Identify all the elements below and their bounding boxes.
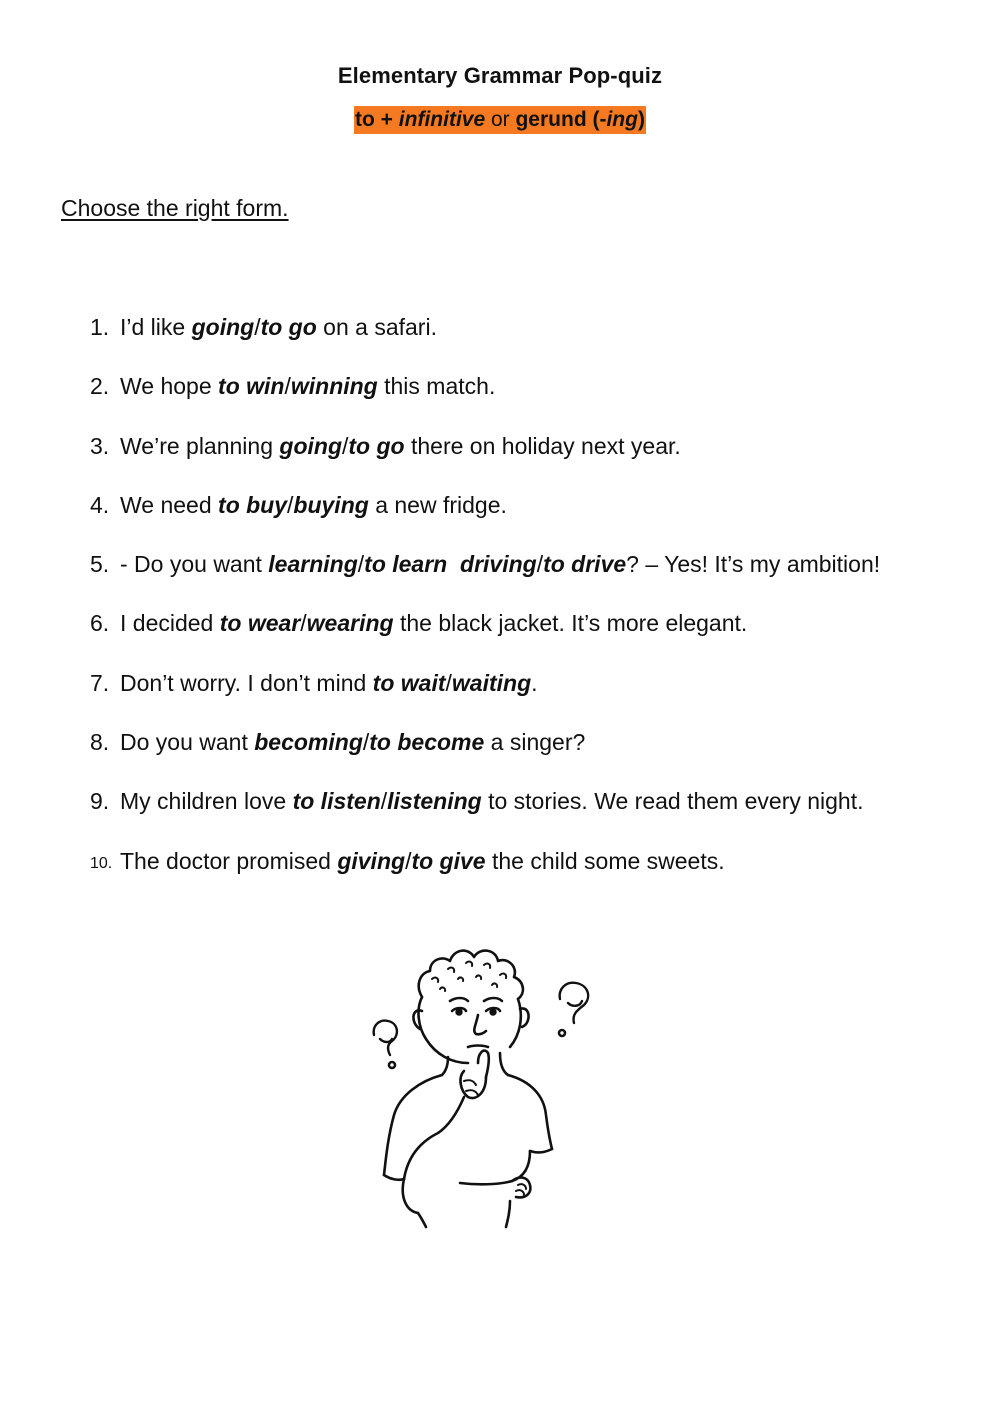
question-text [120, 432, 681, 460]
option-c[interactable]: driving [460, 551, 537, 578]
question-pre: We’re planning [120, 432, 280, 459]
question-text [120, 609, 747, 637]
question-pre: I’d like [120, 314, 192, 340]
sleeve-right [530, 1149, 552, 1152]
question-post: this match. [377, 373, 496, 400]
option-separator: / [445, 669, 452, 696]
question-mark-left [374, 1021, 397, 1055]
question-item-2 [0, 372, 1000, 431]
subtitle-close-paren: ) [637, 108, 645, 131]
option-separator: / [254, 314, 261, 340]
subtitle-gerund: gerund (- [515, 108, 607, 131]
option-d[interactable]: to drive [543, 551, 627, 578]
question-pre: I decided [120, 610, 220, 637]
question-text [120, 728, 585, 756]
question-item-7 [0, 669, 1000, 728]
mouth [468, 1046, 488, 1048]
question-post: the child some sweets. [485, 847, 725, 874]
instruction-text: Choose the right form. [61, 195, 289, 221]
option-a[interactable]: to win [218, 373, 285, 400]
question-item-6 [0, 609, 1000, 668]
option-separator: / [380, 788, 388, 815]
pupil-left [457, 1010, 462, 1015]
question-text [120, 550, 880, 578]
option-separator: / [284, 373, 291, 400]
question-pre: Do you want [120, 729, 255, 756]
option-a[interactable]: learning [268, 551, 358, 578]
question-text [120, 787, 864, 815]
option-a[interactable]: to listen [292, 788, 381, 815]
option-b[interactable]: waiting [451, 669, 532, 696]
neck-left [442, 1057, 448, 1075]
question-pre: Don’t worry. I don’t mind [120, 669, 373, 696]
question-number: 10. [90, 854, 113, 872]
hand-right-fingers [516, 1184, 526, 1195]
question-post: there on holiday next year. [404, 432, 681, 459]
question-post: a new fridge. [368, 491, 507, 518]
option-separator: / [357, 551, 365, 578]
option-b[interactable]: to become [369, 729, 485, 756]
option-a[interactable]: going [279, 432, 342, 459]
option-separator: / [342, 432, 349, 459]
hair-curls [432, 962, 506, 991]
question-pre: The doctor promised [120, 847, 338, 874]
question-item-1 [0, 313, 1000, 372]
question-post: to stories. We read them every night. [481, 788, 864, 815]
thinking-boy-illustration [360, 935, 610, 1230]
question-number: 1. [90, 314, 110, 340]
option-separator: / [300, 610, 307, 637]
option-separator: / [536, 551, 544, 578]
question-dot-left [389, 1062, 395, 1068]
option-b[interactable]: wearing [306, 610, 394, 637]
page-title: Elementary Grammar Pop-quiz [337, 63, 663, 88]
question-pre: - Do you want [120, 551, 269, 578]
question-pre: We hope [120, 373, 219, 400]
question-number: 2. [90, 373, 110, 400]
hair [419, 951, 523, 999]
option-a[interactable]: giving [337, 847, 406, 874]
question-item-9 [0, 787, 1000, 846]
option-b[interactable]: to give [411, 847, 486, 874]
question-post: the black jacket. It’s more elegant. [393, 610, 748, 637]
question-post: a singer? [484, 729, 586, 756]
question-number: 9. [90, 788, 110, 815]
subtitle-or: or [485, 108, 516, 131]
option-separator: / [287, 491, 294, 518]
subtitle-infinitive: infinitive [398, 108, 486, 131]
shirt-right [508, 1075, 552, 1149]
question-item-3 [0, 432, 1000, 491]
question-number: 6. [90, 610, 110, 637]
option-a[interactable]: to wear [219, 610, 301, 637]
question-mid [447, 551, 460, 577]
hand-palm [461, 1071, 486, 1098]
thinking-boy-icon [360, 935, 610, 1230]
question-pre: We need [120, 491, 219, 518]
question-item-5 [0, 550, 1000, 609]
question-number: 8. [90, 729, 110, 756]
option-b[interactable]: buying [293, 491, 369, 518]
question-number: 3. [90, 432, 110, 459]
question-list [0, 313, 1000, 906]
question-item-4 [0, 491, 1000, 550]
subtitle-to-plus: to + [355, 108, 399, 131]
subtitle-row [0, 106, 1000, 134]
subtitle-ing: ing [606, 108, 638, 131]
question-text [120, 669, 538, 697]
question-item-10 [0, 847, 1000, 906]
question-post: . [531, 669, 538, 696]
question-text [120, 491, 507, 519]
option-b[interactable]: to go [348, 432, 405, 459]
option-a[interactable]: to buy [218, 491, 288, 518]
option-b[interactable]: to learn [364, 551, 448, 578]
option-b[interactable]: winning [290, 373, 378, 400]
arm-left [404, 1097, 464, 1179]
question-pre: My children love [120, 788, 293, 815]
option-separator: / [362, 729, 370, 756]
nose [474, 1015, 486, 1034]
shirt-left [384, 1075, 442, 1175]
question-text [120, 372, 495, 400]
option-b[interactable]: listening [387, 788, 482, 815]
option-separator: / [405, 847, 412, 874]
eyebrow-left [450, 998, 468, 1001]
option-a[interactable]: to wait [372, 669, 446, 696]
question-item-8 [0, 728, 1000, 787]
question-post: ? – Yes! It’s my ambition! [626, 551, 881, 578]
hand-right [512, 1178, 530, 1198]
question-text [120, 313, 437, 341]
question-text [120, 847, 725, 875]
subtitle-highlight [354, 106, 646, 134]
sleeve-left [384, 1175, 404, 1180]
pupil-right [491, 1010, 496, 1015]
arm-right [460, 1151, 530, 1184]
option-a[interactable]: going [191, 314, 255, 340]
question-post: on a safari. [316, 314, 437, 340]
shirt-bottom [418, 1201, 510, 1227]
arm-left-inner [403, 1179, 418, 1213]
eyebrow-right [484, 998, 502, 1001]
hand-finger [478, 1051, 489, 1077]
option-a[interactable]: becoming [254, 729, 363, 756]
neck-right [500, 1053, 508, 1075]
question-dot-right [559, 1030, 565, 1036]
question-mark-right [560, 983, 588, 1023]
hand-knuckles [464, 1080, 478, 1095]
question-number: 5. [90, 551, 110, 578]
option-b[interactable]: to go [260, 314, 317, 340]
question-number: 7. [90, 669, 110, 696]
question-number: 4. [90, 491, 110, 518]
face-right [510, 999, 521, 1047]
